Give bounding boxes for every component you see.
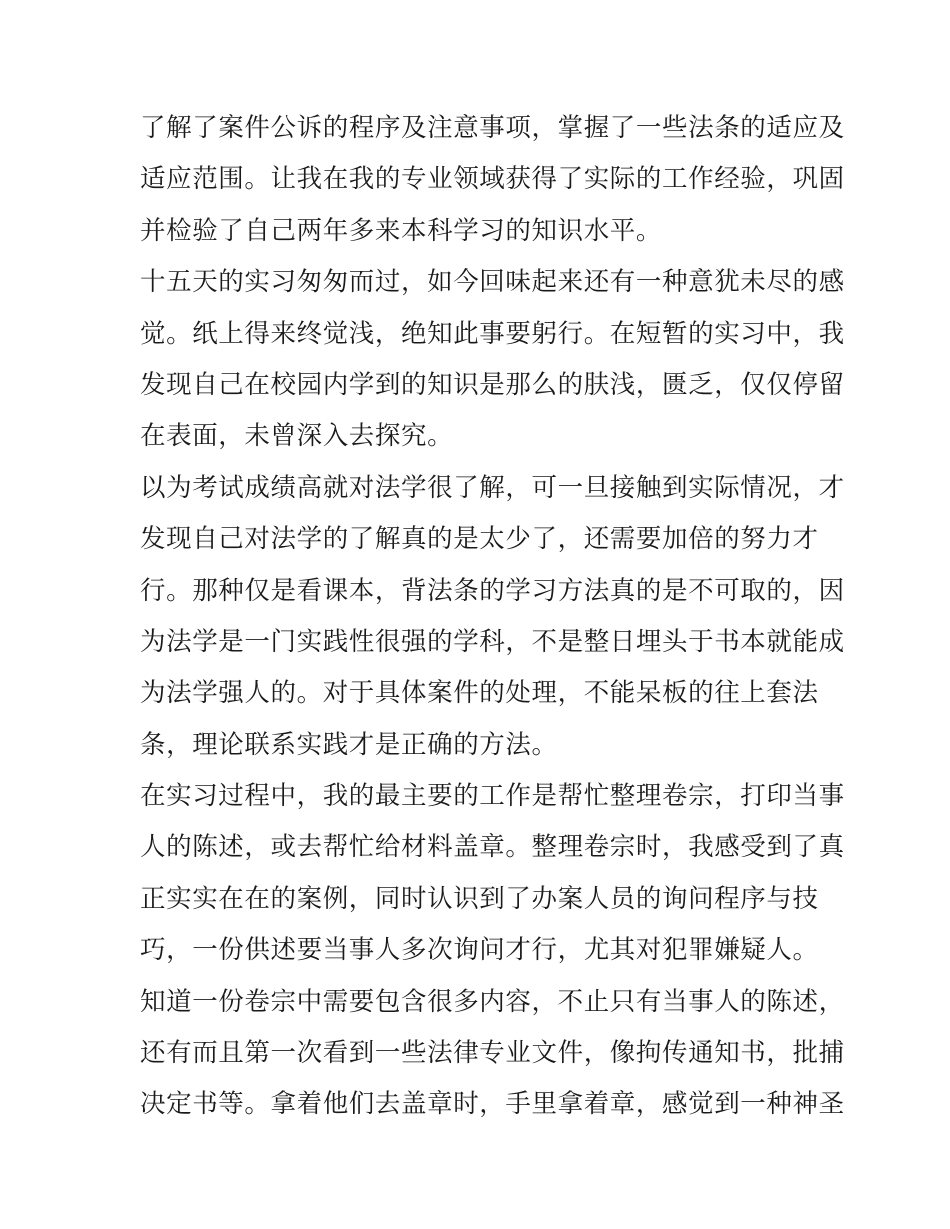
- text-line: 在实习过程中，我的最主要的工作是帮忙整理卷宗，打印当事: [140, 781, 845, 812]
- text-line: 知道一份卷宗中需要包含很多内容，不止只有当事人的陈述，: [140, 986, 845, 1017]
- text-line: 为法学是一门实践性很强的学科，不是整日埋头于书本就能成: [140, 626, 845, 657]
- text-line: 并检验了自己两年多来本科学习的知识水平。: [140, 215, 663, 246]
- text-line: 为法学强人的。对于具体案件的处理，不能呆板的往上套法: [140, 678, 819, 709]
- text-line: 发现自己对法学的了解真的是太少了，还需要加倍的努力才: [140, 524, 819, 555]
- text-line: 了解了案件公诉的程序及注意事项，掌握了一些法条的适应及: [140, 113, 845, 143]
- text-line: 以为考试成绩高就对法学很了解，可一旦接触到实际情况，才: [140, 472, 845, 503]
- text-line: 巧，一份供述要当事人多次询问才行，尤其对犯罪嫌疑人。: [140, 935, 819, 966]
- text-line: 条，理论联系实践才是正确的方法。: [140, 729, 558, 760]
- text-line: 觉。纸上得来终觉浅，绝知此事要躬行。在短暂的实习中，我: [140, 318, 845, 349]
- text-line: 在表面，未曾深入去探究。: [140, 421, 454, 452]
- text-line: 还有而且第一次看到一些法律专业文件，像拘传通知书，批捕: [140, 1038, 845, 1069]
- text-line: 行。那种仅是看课本，背法条的学习方法真的是不可取的，因: [140, 575, 845, 606]
- text-line: 适应范围。让我在我的专业领域获得了实际的工作经验，巩固: [140, 164, 845, 195]
- document-body: [140, 103, 845, 1131]
- text-line: 十五天的实习匆匆而过，如今回味起来还有一种意犹未尽的感: [140, 267, 845, 298]
- text-line: 正实实在在的案例，同时认识到了办案人员的询问程序与技: [140, 883, 819, 914]
- text-line: 决定书等。拿着他们去盖章时，手里拿着章，感觉到一种神圣: [140, 1089, 845, 1120]
- text-line: 人的陈述，或去帮忙给材料盖章。整理卷宗时，我感受到了真: [140, 832, 845, 863]
- text-line: 发现自己在校园内学到的知识是那么的肤浅，匮乏，仅仅停留: [140, 369, 845, 400]
